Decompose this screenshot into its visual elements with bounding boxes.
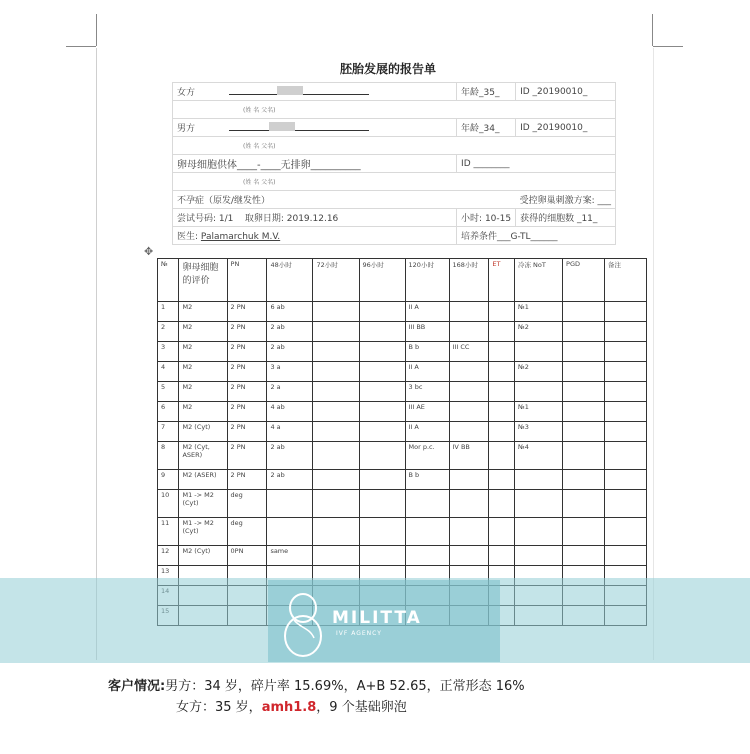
- col-header: 120小时: [405, 259, 449, 302]
- table-cell: 4: [158, 362, 179, 382]
- table-cell: M1 -> M2 (Cyt): [179, 490, 227, 518]
- table-cell: №4: [514, 442, 562, 470]
- table-cell: [514, 546, 562, 566]
- table-cell: 1: [158, 302, 179, 322]
- table-cell: [489, 490, 515, 518]
- table-cell: [359, 490, 405, 518]
- table-row: [158, 518, 647, 546]
- table-cell: №2: [514, 322, 562, 342]
- table-cell: [405, 490, 449, 518]
- amh-value: amh1.8: [261, 700, 317, 715]
- table-cell: III AE: [405, 402, 449, 422]
- table-cell: [267, 518, 313, 546]
- table-cell: [514, 518, 562, 546]
- table-row: [158, 382, 647, 402]
- client-label: 客户情况:: [108, 679, 166, 694]
- attempt-number: 尝试号码: 1/1: [177, 214, 234, 224]
- table-cell: [313, 470, 359, 490]
- table-cell: [489, 342, 515, 362]
- col-header: 48小时: [267, 259, 313, 302]
- col-header: PGD: [563, 259, 605, 302]
- crop-mark: [653, 46, 683, 47]
- table-cell: [313, 362, 359, 382]
- table-cell: [563, 546, 605, 566]
- table-cell: [405, 518, 449, 546]
- donor-id: ID ________: [457, 155, 616, 173]
- table-header-row: [158, 259, 647, 302]
- table-cell: 3 a: [267, 362, 313, 382]
- table-cell: M2: [179, 362, 227, 382]
- table-cell: 0PN: [227, 546, 267, 566]
- table-cell: 2 ab: [267, 342, 313, 362]
- col-header: 168小时: [449, 259, 489, 302]
- table-cell: [359, 546, 405, 566]
- table-cell: 3 bc: [405, 382, 449, 402]
- table-cell: 2 PN: [227, 362, 267, 382]
- table-row: [158, 442, 647, 470]
- table-cell: M2: [179, 382, 227, 402]
- table-cell: 6 ab: [267, 302, 313, 322]
- table-cell: 4 ab: [267, 402, 313, 422]
- table-cell: [563, 402, 605, 422]
- male-summary: 男方：34 岁，碎片率 15.69%，A+B 52.65，正常形态 16%: [165, 679, 525, 694]
- table-cell: M1 -> M2 (Cyt): [179, 518, 227, 546]
- table-cell: M2 (Cyt): [179, 422, 227, 442]
- table-cell: [604, 302, 646, 322]
- table-cell: [359, 470, 405, 490]
- table-cell: [489, 402, 515, 422]
- table-cell: [313, 442, 359, 470]
- table-cell: [604, 546, 646, 566]
- table-cell: [359, 402, 405, 422]
- table-cell: 13: [158, 566, 179, 586]
- male-label: 男方: [177, 124, 196, 134]
- table-cell: II A: [405, 362, 449, 382]
- table-cell: II A: [405, 302, 449, 322]
- table-cell: [514, 470, 562, 490]
- male-name-field: [229, 122, 369, 131]
- name-hint: (姓 名 父名): [173, 101, 616, 119]
- cells-obtained: 获得的细胞数 _11_: [516, 209, 616, 227]
- doctor-row: [173, 227, 457, 245]
- col-header: 96小时: [359, 259, 405, 302]
- table-cell: 4 a: [267, 422, 313, 442]
- watermark-name: MILITTA: [332, 608, 422, 628]
- name-hint: (姓 名 父名): [173, 137, 616, 155]
- table-cell: [449, 402, 489, 422]
- male-age: 年龄_34_: [457, 119, 516, 137]
- table-cell: [563, 362, 605, 382]
- table-cell: [604, 490, 646, 518]
- table-cell: deg: [227, 518, 267, 546]
- table-cell: [489, 470, 515, 490]
- table-cell: [489, 518, 515, 546]
- table-cell: №1: [514, 302, 562, 322]
- female-row: [173, 83, 457, 101]
- table-cell: [313, 302, 359, 322]
- table-cell: 2 PN: [227, 442, 267, 470]
- table-cell: [313, 322, 359, 342]
- table-cell: [489, 302, 515, 322]
- stimulation-protocol: 受控卵巢刺激方案: ___: [516, 191, 616, 209]
- table-cell: [405, 546, 449, 566]
- col-header: 冷冻 NoT: [514, 259, 562, 302]
- militta-logo-icon: [280, 586, 326, 660]
- table-cell: [604, 422, 646, 442]
- table-cell: [563, 442, 605, 470]
- doctor-name: Palamarchuk M.V.: [200, 232, 281, 242]
- table-cell: 2: [158, 322, 179, 342]
- table-cell: M2 (Cyt): [179, 546, 227, 566]
- table-cell: 11: [158, 518, 179, 546]
- table-cell: 2 PN: [227, 402, 267, 422]
- table-cell: M2 (ASER): [179, 470, 227, 490]
- table-cell: [359, 422, 405, 442]
- report-title: 胚胎发展的报告单: [340, 62, 437, 76]
- table-move-handle-icon[interactable]: ✥: [144, 245, 154, 258]
- male-id: ID _20190010_: [516, 119, 616, 137]
- table-cell: Mor p.c.: [405, 442, 449, 470]
- table-row: [158, 546, 647, 566]
- table-cell: 2 PN: [227, 470, 267, 490]
- table-cell: [313, 490, 359, 518]
- table-cell: [449, 546, 489, 566]
- retrieval-date: 取卵日期: 2019.12.16: [244, 214, 339, 224]
- table-cell: [563, 322, 605, 342]
- male-row: [173, 119, 457, 137]
- table-cell: [604, 382, 646, 402]
- crop-mark: [66, 46, 96, 47]
- table-cell: [313, 546, 359, 566]
- table-cell: [359, 442, 405, 470]
- table-cell: [359, 362, 405, 382]
- table-cell: 2 PN: [227, 342, 267, 362]
- table-cell: [514, 382, 562, 402]
- table-row: [158, 402, 647, 422]
- table-cell: [489, 422, 515, 442]
- table-cell: №3: [514, 422, 562, 442]
- table-cell: M2: [179, 302, 227, 322]
- table-cell: [449, 322, 489, 342]
- crop-mark: [96, 14, 97, 46]
- table-cell: [313, 382, 359, 402]
- table-cell: [449, 470, 489, 490]
- table-cell: [563, 518, 605, 546]
- table-cell: M2: [179, 342, 227, 362]
- attempt-retrieval-row: [173, 209, 457, 227]
- table-row: [158, 322, 647, 342]
- table-cell: [359, 322, 405, 342]
- table-cell: 2 ab: [267, 470, 313, 490]
- table-cell: [489, 362, 515, 382]
- table-cell: [604, 470, 646, 490]
- table-cell: [563, 470, 605, 490]
- table-cell: 7: [158, 422, 179, 442]
- table-row: [158, 362, 647, 382]
- col-header: ET: [489, 259, 515, 302]
- table-cell: [449, 382, 489, 402]
- table-row: [158, 302, 647, 322]
- client-female-line: [108, 697, 525, 718]
- table-cell: [604, 402, 646, 422]
- doctor-label: 医生:: [177, 232, 199, 242]
- table-cell: [449, 422, 489, 442]
- patient-info-table: [172, 82, 616, 245]
- table-cell: III BB: [405, 322, 449, 342]
- female-summary-prefix: 女方：35 岁，: [176, 700, 262, 715]
- table-cell: 2 ab: [267, 442, 313, 470]
- table-cell: 10: [158, 490, 179, 518]
- female-label: 女方: [177, 88, 196, 98]
- table-cell: [359, 342, 405, 362]
- table-cell: 3: [158, 342, 179, 362]
- female-name-field: [229, 86, 369, 95]
- col-header: PN: [227, 259, 267, 302]
- table-row: [158, 422, 647, 442]
- table-cell: 2 PN: [227, 382, 267, 402]
- table-cell: [563, 342, 605, 362]
- table-cell: 6: [158, 402, 179, 422]
- table-cell: 2 PN: [227, 302, 267, 322]
- client-summary: [108, 676, 525, 718]
- table-cell: [313, 402, 359, 422]
- table-cell: M2: [179, 402, 227, 422]
- table-cell: 8: [158, 442, 179, 470]
- table-cell: 9: [158, 470, 179, 490]
- table-cell: II A: [405, 422, 449, 442]
- table-cell: [489, 546, 515, 566]
- table-cell: 5: [158, 382, 179, 402]
- table-cell: [563, 490, 605, 518]
- col-header: №: [158, 259, 179, 302]
- table-cell: [563, 422, 605, 442]
- table-cell: [313, 342, 359, 362]
- table-cell: 12: [158, 546, 179, 566]
- col-header: 72小时: [313, 259, 359, 302]
- table-cell: [489, 382, 515, 402]
- table-cell: №1: [514, 402, 562, 422]
- table-cell: [563, 382, 605, 402]
- table-cell: 2 PN: [227, 322, 267, 342]
- table-cell: [359, 382, 405, 402]
- table-cell: [267, 490, 313, 518]
- table-cell: [313, 422, 359, 442]
- table-row: [158, 342, 647, 362]
- table-cell: B b: [405, 470, 449, 490]
- table-cell: [604, 322, 646, 342]
- table-cell: IV BB: [449, 442, 489, 470]
- female-id: ID _20190010_: [516, 83, 616, 101]
- embryo-table: [157, 258, 647, 626]
- table-cell: [489, 322, 515, 342]
- table-cell: [449, 518, 489, 546]
- hours: 小时: 10-15: [457, 209, 516, 227]
- table-cell: M2: [179, 322, 227, 342]
- col-header: 备注: [604, 259, 646, 302]
- watermark-subtitle: IVF AGENCY: [336, 630, 382, 637]
- table-cell: [313, 518, 359, 546]
- table-cell: [489, 442, 515, 470]
- table-cell: M2 (Cyt, ASER): [179, 442, 227, 470]
- table-cell: [359, 302, 405, 322]
- infertility-type: 不孕症（原发/继发性）: [173, 191, 516, 209]
- table-cell: deg: [227, 490, 267, 518]
- table-cell: №2: [514, 362, 562, 382]
- table-cell: B b: [405, 342, 449, 362]
- table-cell: same: [267, 546, 313, 566]
- table-cell: 2 PN: [227, 422, 267, 442]
- female-summary-suffix: ，9 个基础卵泡: [316, 700, 407, 715]
- table-cell: [563, 302, 605, 322]
- table-cell: III CC: [449, 342, 489, 362]
- table-cell: [449, 490, 489, 518]
- crop-mark: [652, 14, 653, 46]
- table-cell: [604, 518, 646, 546]
- donor-field: 卵母细胞供体____-____无排卵__________: [173, 155, 457, 173]
- client-male-line: [108, 676, 525, 697]
- table-cell: [514, 490, 562, 518]
- col-header: 卵母细胞的评价: [179, 259, 227, 302]
- culture-conditions: 培养条件___G-TL______: [457, 227, 616, 245]
- table-cell: [604, 442, 646, 470]
- table-cell: 2 a: [267, 382, 313, 402]
- table-cell: [514, 342, 562, 362]
- table-cell: [359, 518, 405, 546]
- table-row: [158, 470, 647, 490]
- female-age: 年龄_35_: [457, 83, 516, 101]
- table-cell: [449, 362, 489, 382]
- table-cell: [449, 302, 489, 322]
- table-cell: [604, 342, 646, 362]
- table-cell: 2 ab: [267, 322, 313, 342]
- table-row: [158, 490, 647, 518]
- table-cell: [604, 362, 646, 382]
- name-hint: (姓 名 父名): [173, 173, 616, 191]
